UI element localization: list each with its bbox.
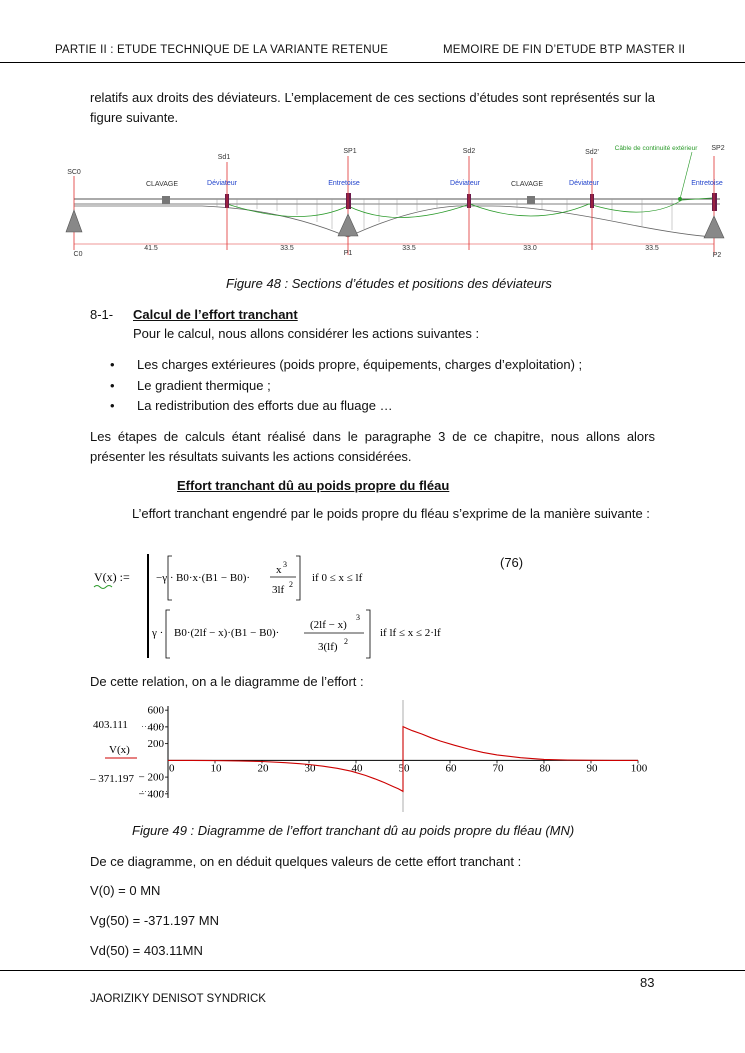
intro-paragraph: relatifs aux droits des déviateurs. L’emplacement de ces sections d’études sont représentés sur la figure suivante. [90, 90, 655, 125]
chart-axes [142, 700, 638, 812]
section-label-Sd2p: Sd2' [585, 149, 599, 156]
result-value-1: V(0) = 0 MN [90, 883, 161, 898]
shear-force-chart [90, 700, 650, 815]
span-length-3: 33.5 [402, 245, 416, 252]
x-tick-label: 40 [351, 762, 363, 775]
x-tick-label: 20 [257, 762, 269, 775]
section-label-Sd1: Sd1 [217, 154, 231, 161]
span-length-1: 41.5 [144, 245, 158, 252]
label-clavage-2: CLAVAGE [510, 181, 544, 188]
bullet-item: • Les charges extérieures (poids propre, équipements, charges d’exploitation) ; [110, 357, 583, 372]
x-tick-label: 80 [539, 762, 551, 775]
equation-number: (76) [500, 555, 524, 570]
label-cable: Câble de continuité extérieur [614, 145, 698, 152]
section-lines [74, 156, 714, 255]
formula-76 [90, 548, 490, 668]
page-number: 83 [640, 975, 655, 990]
support-label-P1: P1 [343, 250, 353, 257]
label-clavage-1: CLAVAGE [145, 181, 179, 188]
entretoise-mark-2 [712, 193, 717, 211]
svg-text:x: x [276, 564, 282, 576]
figure48-caption: Figure 48 : Sections d’études et positions des déviateurs [226, 276, 552, 291]
label-deviateur-2: Déviateur [450, 180, 480, 187]
span-length-5: 33.5 [645, 245, 659, 252]
section-label-Sd2: Sd2 [462, 148, 476, 155]
entretoise-mark-1 [346, 193, 351, 209]
clavage-block-1 [162, 196, 170, 204]
label-deviateur-3: Déviateur [569, 180, 599, 187]
section-label-SP2: SP2 [711, 145, 725, 152]
svg-text:B0·x·(B1 − B0)·: B0·x·(B1 − B0)· [176, 572, 251, 584]
support-P2 [704, 216, 724, 238]
x-tick-label: 0 [169, 762, 175, 775]
label-entretoise-1: Entretoise [328, 180, 360, 187]
svg-text:B0·(2lf − x)·(B1 − B0)·: B0·(2lf − x)·(B1 − B0)· [174, 627, 280, 639]
span-length-4: 33.0 [523, 245, 537, 252]
svg-text:3: 3 [356, 613, 360, 622]
svg-text:−γ ·: −γ · [156, 572, 174, 584]
marker-value-max: 403.111 [93, 719, 128, 731]
results-intro: De ce diagramme, on en déduit quelques valeurs de cette effort tranchant : [90, 854, 522, 869]
y-tick-label: 600 [147, 704, 164, 717]
bullet-item: • La redistribution des efforts due au fluage … [110, 398, 393, 413]
support-P1 [338, 214, 358, 236]
cable-leader [680, 152, 692, 199]
formula-squiggle [94, 586, 112, 589]
footer-author: JAORIZIKY DENISOT SYNDRICK [90, 993, 266, 1005]
support-label-C0: C0 [73, 251, 83, 258]
x-tick-label: 60 [445, 762, 457, 775]
section-label-SC0: SC0 [67, 169, 81, 176]
x-tick-label: 50 [398, 762, 410, 775]
x-tick-label: 70 [492, 762, 504, 775]
bullet-list [110, 355, 582, 417]
support-C0 [66, 210, 82, 232]
x-tick-label: 30 [304, 762, 316, 775]
subtitle: Effort tranchant dû au poids propre du fléau [177, 478, 450, 493]
y-tick-label: 400 [147, 721, 164, 734]
span-length-2: 33.5 [280, 245, 294, 252]
label-deviateur-1: Déviateur [207, 180, 237, 187]
clavage-block-2 [527, 196, 535, 204]
marker-value-min: – 371.197 [90, 773, 134, 785]
svg-text:3(lf): 3(lf) [318, 641, 338, 653]
calc-paragraph: Les étapes de calculs étant réalisé dans le paragraphe 3 de ce chapitre, nous allons alors présenter les résultats suivants les actions considérées. [90, 429, 655, 464]
section-number: 8-1- [90, 307, 114, 322]
header-rule [0, 62, 745, 63]
figure49-caption: Figure 49 : Diagramme de l’effort tranchant dû au poids propre du fléau (MN) [132, 823, 575, 838]
sub-paragraph: L’effort tranchant engendré par le poids propre du fléau s’exprime de la manière suivante : [132, 506, 650, 521]
svg-text:γ ·: γ · [152, 627, 164, 639]
svg-text:3lf: 3lf [272, 584, 285, 596]
svg-text:2: 2 [344, 637, 348, 646]
footer-rule [0, 970, 745, 971]
section-intro: Pour le calcul, nous allons considérer les actions suivantes : [133, 326, 480, 341]
svg-text:if lf ≤ x ≤ 2·lf: if lf ≤ x ≤ 2·lf [380, 627, 441, 639]
result-value-2: Vg(50) = -371.197 MN [90, 913, 219, 928]
svg-text:3: 3 [283, 560, 287, 569]
y-tick-label: − 400 [138, 788, 164, 801]
y-tick-label: − 200 [138, 771, 164, 784]
section-title: Calcul de l’effort tranchant [133, 307, 298, 322]
header-right: MEMOIRE DE FIN D’ETUDE BTP MASTER II [443, 44, 686, 56]
bullet-item: • Le gradient thermique ; [110, 377, 271, 393]
support-label-P2: P2 [712, 252, 722, 259]
x-tick-label: 10 [210, 762, 222, 775]
ylabel-Vx: V(x) [109, 744, 130, 756]
diagram-intro: De cette relation, on a le diagramme de l’effort : [90, 674, 364, 689]
svg-text:(2lf − x): (2lf − x) [310, 619, 347, 631]
header-left: PARTIE II : ETUDE TECHNIQUE DE LA VARIANTE RETENUE [55, 44, 389, 56]
svg-text:if 0 ≤ x ≤ lf: if 0 ≤ x ≤ lf [312, 572, 363, 584]
series-line-Vx [168, 727, 638, 792]
formula-lhs: V(x) := [94, 570, 130, 584]
x-tick-label: 90 [586, 762, 598, 775]
result-value-3: Vd(50) = 403.11MN [90, 943, 203, 958]
x-tick-label: 100 [630, 762, 648, 775]
label-entretoise-2: Entretoise [691, 180, 723, 187]
section-label-SP1: SP1 [343, 148, 357, 155]
figure48-bridge-elevation [62, 140, 732, 265]
y-tick-label: 200 [147, 738, 164, 751]
svg-text:2: 2 [289, 580, 293, 589]
